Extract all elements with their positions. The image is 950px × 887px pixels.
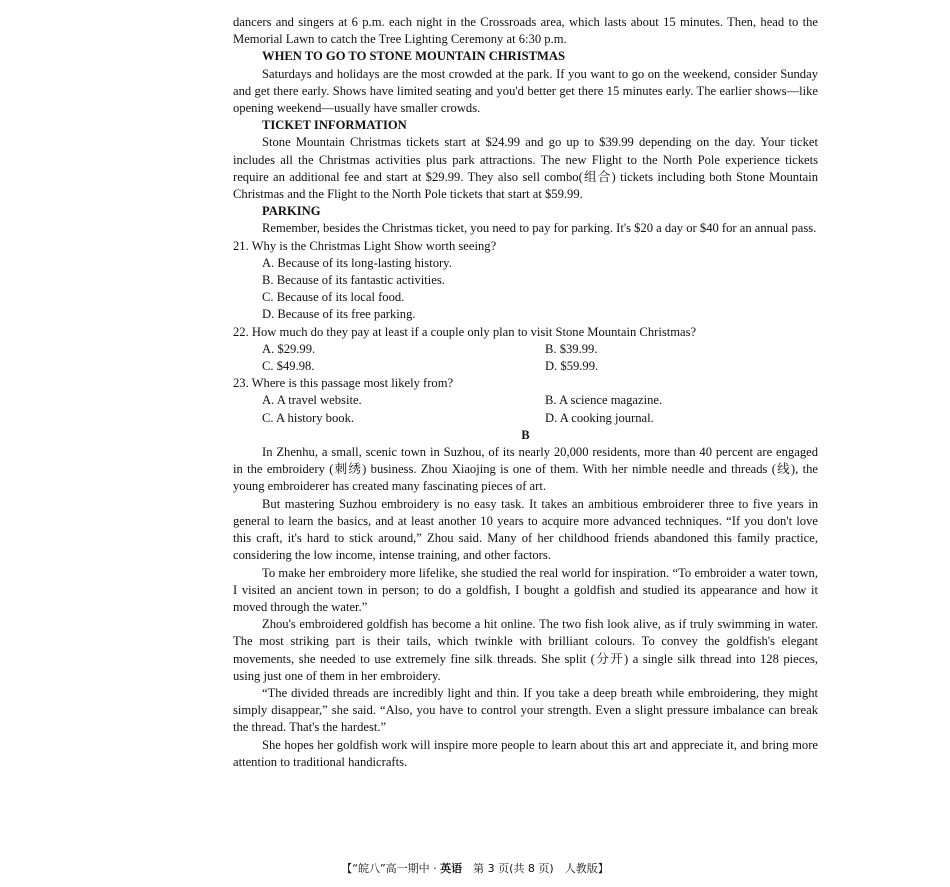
footer-exam-title: 【“皖八”高一期中 · bbox=[341, 862, 441, 875]
exam-page bbox=[233, 14, 818, 771]
passage-b-paragraph-6: She hopes her goldfish work will inspire more people to learn about this art and appreciate it, and bring more attention to traditional handicrafts. bbox=[233, 737, 818, 769]
question-23-stem: 23. Where is this passage most likely from? bbox=[233, 376, 454, 391]
question-21-stem: 21. Why is the Christmas Light Show worth seeing? bbox=[233, 238, 497, 253]
passage-b-paragraph-2: But mastering Suzhou embroidery is no easy task. It takes an ambitious embroiderer three to five years in general to learn the basics, and at least another 10 years to acquire more advanced techniques. “If you don't love this craft, it's hard to stick around,” Zhou said. Many of her childhood friends abandoned this family practice, considering the low income, intense training, and other factors. bbox=[233, 496, 818, 563]
passage-a-intro: dancers and singers at 6 p.m. each night in the Crossroads area, which lasts about 15 minutes. Then, head to the Memorial Lawn to catch the Tree Lighting Ceremony at 6:30 p.m. bbox=[233, 15, 818, 47]
question-22-option-a: A. $29.99. bbox=[262, 341, 316, 356]
footer-subject: 英语 bbox=[440, 862, 463, 875]
question-21-options bbox=[233, 255, 818, 324]
passage-a-parking: Remember, besides the Christmas ticket, you need to pay for parking. It's $20 a day or $40 for an annual pass. bbox=[262, 221, 817, 236]
heading-when-to-go: WHEN TO GO TO STONE MOUNTAIN CHRISTMAS bbox=[262, 49, 566, 64]
question-23-option-b: B. A science magazine. bbox=[545, 393, 663, 408]
passage-b-paragraph-1: In Zhenhu, a small, scenic town in Suzhou, of its nearly 20,000 residents, more than 40 percent are engaged in the embroidery (刺绣) business. Zhou Xiaojing is one of them. With her nimble needle and threads (线), the young embroiderer has created many fascinating pieces of art. bbox=[233, 445, 818, 494]
question-21-option-c: C. Because of its local food. bbox=[262, 290, 405, 305]
question-21-option-b: B. Because of its fantastic activities. bbox=[262, 273, 445, 288]
heading-parking: PARKING bbox=[262, 204, 321, 219]
question-23-option-d: D. A cooking journal. bbox=[545, 410, 654, 425]
question-23-option-a: A. A travel website. bbox=[262, 393, 362, 408]
question-22-option-c: C. $49.98. bbox=[262, 359, 315, 374]
question-23-options bbox=[233, 392, 818, 426]
question-22-stem: 22. How much do they pay at least if a couple only plan to visit Stone Mountain Christmas? bbox=[233, 324, 697, 339]
question-21-option-a: A. Because of its long-lasting history. bbox=[262, 255, 452, 270]
question-22-option-d: D. $59.99. bbox=[545, 359, 599, 374]
passage-b-label: B bbox=[521, 427, 530, 442]
passage-a-when: Saturdays and holidays are the most crowded at the park. If you want to go on the weekend, consider Sunday and get there early. Shows have limited seating and you'd better get there 15 minutes early. The earlier shows—like opening weekend—usually have smaller crowds. bbox=[233, 66, 818, 116]
passage-b-paragraph-4: Zhou's embroidered goldfish has become a hit online. The two fish look alive, as if truly swimming in water. The most striking part is their tails, which twinkle with brilliant colours. To convey the goldfish's elegant movements, she needed to use extremely fine silk threads. She split (分开) a single silk thread into 128 pieces, using just one of them in her embroidery. bbox=[233, 617, 818, 683]
passage-b-paragraph-5: “The divided threads are incredibly light and thin. If you take a deep breath while embroidering, they might simply disappear,” she said. “Also, you have to control your strength. Even a slight pressure imbalance can break the thread. That's the hardest.” bbox=[233, 685, 818, 735]
footer-page-info: 第 3 页(共 8 页) 人教版】 bbox=[462, 862, 609, 875]
question-22-options bbox=[233, 341, 818, 375]
question-23-option-c: C. A history book. bbox=[262, 410, 355, 425]
question-21-option-d: D. Because of its free parking. bbox=[262, 307, 416, 322]
question-22-option-b: B. $39.99. bbox=[545, 341, 598, 356]
passage-b-paragraph-3: To make her embroidery more lifelike, she studied the real world for inspiration. “To embroider a water town, I visited an ancient town in person; to do a goldfish, I bought a goldfish and studied its appearance and how it moved through the water.” bbox=[233, 565, 818, 614]
page-footer bbox=[0, 860, 950, 876]
heading-ticket-information: TICKET INFORMATION bbox=[262, 118, 407, 133]
passage-a-ticket: Stone Mountain Christmas tickets start at $24.99 and go up to $39.99 depending on the day. Your ticket includes all the Christmas activities plus park attractions. The new Flight to the North Pole experience tickets require an additional fee and start at $29.99. They also sell combo(组合) tickets including both Stone Mountain Christmas and the Flight to the North Pole tickets that start at $59.99. bbox=[233, 135, 818, 202]
